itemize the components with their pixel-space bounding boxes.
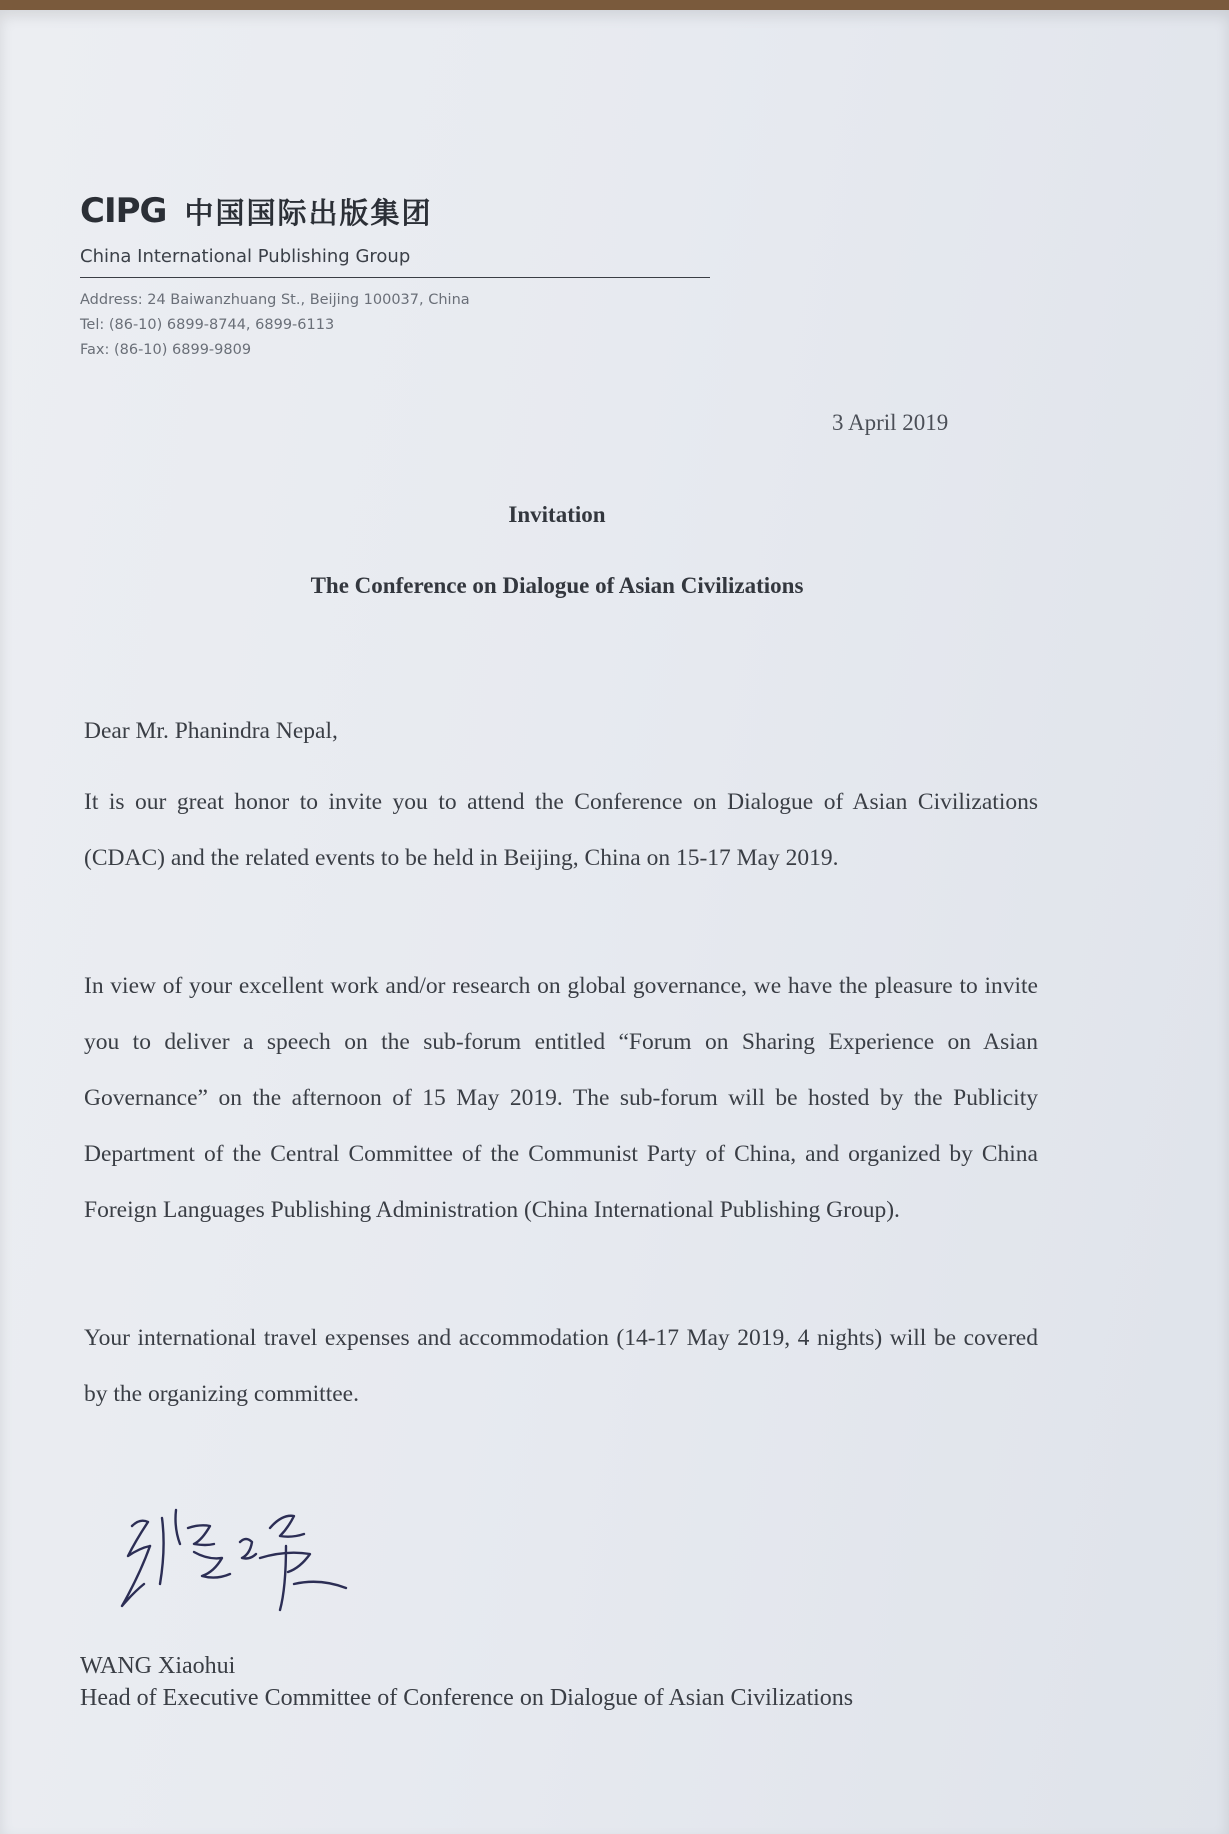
- logo-row: [80, 190, 710, 232]
- org-name: China International Publishing Group: [80, 246, 710, 278]
- letterhead: [80, 190, 710, 363]
- handwritten-signature: [110, 1488, 370, 1618]
- signer-name: WANG Xiaohui: [80, 1653, 236, 1679]
- paragraph-1: It is our great honor to invite you to attend the Conference on Dialogue of Asian Civilizations (CDAC) and the related events to be held in Beijing, China on 15-17 May 2019.: [84, 789, 1038, 871]
- letter-title: Invitation: [508, 502, 606, 527]
- letter-date: 3 April 2019: [832, 410, 949, 435]
- cipg-logo: CIPG: [80, 191, 167, 231]
- letter-subtitle: The Conference on Dialogue of Asian Civilizations: [310, 573, 804, 598]
- letter-paper: [0, 10, 1229, 1834]
- paragraph-3: Your international travel expenses and accommodation (14-17 May 2019, 4 nights) will be covered by the organizing committee.: [84, 1325, 1038, 1407]
- tel-line: Tel: (86-10) 6899-8744, 6899-6113: [80, 317, 335, 333]
- fax-line: Fax: (86-10) 6899-9809: [80, 342, 252, 358]
- contact-block: [80, 288, 710, 363]
- chinese-org-name: 中国国际出版集团: [184, 195, 433, 230]
- signer-title: Head of Executive Committee of Conference on Dialogue of Asian Civilizations: [80, 1685, 854, 1711]
- paragraph-2: In view of your excellent work and/or research on global governance, we have the pleasure to invite you to deliver a speech on the sub-forum entitled “Forum on Sharing Experience on Asian Governance” on the afternoon of 15 May 2019. The sub-forum will be hosted by the Publicity Department of the Central Committee of the Communist Party of China, and organized by China Foreign Languages Publishing Administration (China International Publishing Group).: [84, 973, 1038, 1223]
- address-line: Address: 24 Baiwanzhuang St., Beijing 100037, China: [80, 292, 470, 308]
- greeting: Dear Mr. Phanindra Nepal,: [84, 718, 338, 744]
